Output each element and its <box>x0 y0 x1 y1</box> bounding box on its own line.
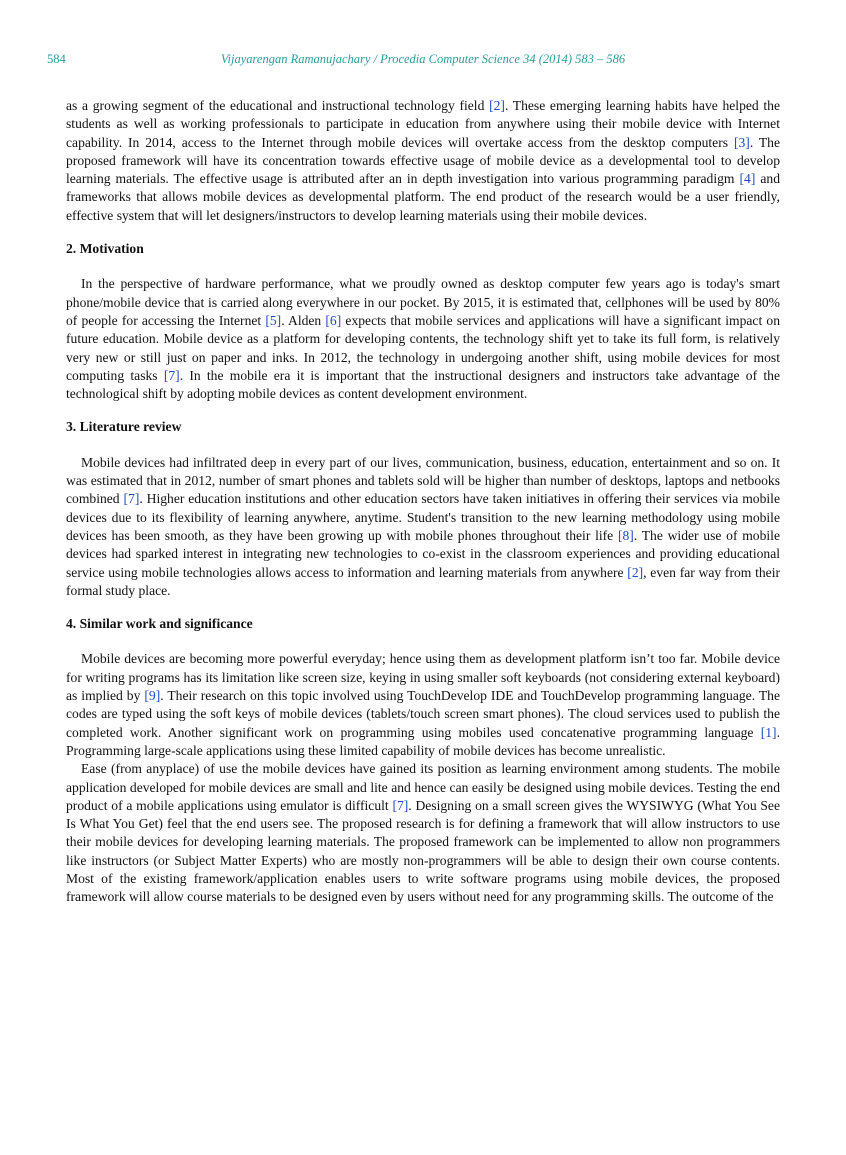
body-paragraph: Ease (from anyplace) of use the mobile devices have gained its position as learning environment among students. The mobile application developed for mobile devices are small and lite and hence can easily be designed using mobile devices. Testing the end product of a mobile applications using emulator is difficult [7]. Designing on a small screen gives the WYSIWYG (What You See Is What You Get) feel that the end users see. The proposed research is for defining a framework that will allow instructors to use their mobile devices for developing learning materials. The proposed framework can be implemented to allow non programmers like instructors (or Subject Matter Experts) who are mostly non-programmers will be able to design their own course contents. Most of the existing framework/application enables users to write software programs using mobile devices, the proposed framework will allow course materials to be designed even by users without need for any programming skills. The outcome of the <box>66 761 780 905</box>
citation-link[interactable]: [7] <box>123 491 140 507</box>
citation-link[interactable]: [2] <box>489 98 505 113</box>
citation-link[interactable]: [5] <box>265 312 282 328</box>
citation-link[interactable]: [2] <box>627 564 644 580</box>
citation-link[interactable]: [4] <box>739 171 756 187</box>
citation-link[interactable]: [9] <box>144 688 161 704</box>
section-heading: 2. Motivation <box>66 241 144 257</box>
citation-link[interactable]: [7] <box>163 367 180 383</box>
running-header <box>0 52 846 70</box>
body-paragraph: In the perspective of hardware performance, what we proudly owned as desktop computer few years ago is today's smart phone/mobile device that is carried along everywhere in our pocket. By 2015, it is estimated that, cellphones will be used by 80% of people for accessing the Internet [5]. Alden [6] expects that mobile services and applications will have a significant impact on future education. Mobile device as a platform for developing contents, the technology shift yet to take its full form, is relatively very new or still just on paper and inks. In 2012, the technology in undergoing another shift, using mobile devices for most computing tasks [7]. In the mobile era it is important that the instructional designers and instructors take advantage of the technological shift by adopting mobile devices as content development environment. <box>66 276 780 402</box>
body-paragraph: Mobile devices had infiltrated deep in every part of our lives, communication, business, education, entertainment and so on. It was estimated that in 2012, number of smart phones and tablets sold will be higher than number of desktops, laptops and netbooks combined [7]. Higher education institutions and other education sectors have taken initiatives in offering their services via mobile devices due to its flexibility of learning anywhere, anytime. Student's transition to the new learning methodology using mobile devices has been smooth, as they have been growing up with mobile phones throughout their life [8]. The wider use of mobile devices had sparked interest in integrating new technologies to co-exist in the classroom experiences and providing educational service using mobile technologies allows access to information and learning materials from anywhere [2], even far way from their formal study place. <box>66 454 781 598</box>
citation-link[interactable]: [7] <box>392 797 409 813</box>
body-paragraph: as a growing segment of the educational and instructional technology field [2]. These emerging learning habits have helped the students as well as working professionals to participate in education from anywhere using their mobile device with Internet capability. In 2014, access to the Internet through mobile devices will overtake access from the desktop computers [3]. The proposed framework will have its concentration towards effective usage of mobile device as a developmental tool to develop learning materials. The effective usage is attributed after an in depth investigation into various programming paradigm [4] and frameworks that allows mobile devices as developmental platform. The end product of the research would be a user friendly, effective system that will let designers/instructors to develop learning materials using their mobile devices. <box>66 98 781 223</box>
section-heading: 4. Similar work and significance <box>66 616 253 632</box>
citation-link[interactable]: [1] <box>760 724 777 740</box>
body-paragraph: Mobile devices are becoming more powerful everyday; hence using them as development platform isn’t too far. Mobile device for writing programs has its limitation like screen size, keying in using smaller soft keyboards (not considering external keyboard) as implied by [9]. Their research on this topic involved using TouchDevelop IDE and TouchDevelop programming language. The codes are typed using the soft keys of mobile devices (tablets/touch screen smart phones). The cloud services used to publish the completed work. Another significant work on programming using mobiles used concatenative programming language [1]. Programming large-scale applications using these limited capability of mobile devices has become unrealistic. <box>66 651 780 758</box>
page-number: 584 <box>47 52 66 66</box>
section-heading: 3. Literature review <box>66 419 182 435</box>
citation-link[interactable]: [8] <box>617 527 634 543</box>
running-head: Vijayarengan Ramanujachary / Procedia Computer Science 34 (2014) 583 – 586 <box>220 52 626 66</box>
article-body <box>66 97 780 907</box>
citation-link[interactable]: [3] <box>733 134 750 150</box>
citation-link[interactable]: [6] <box>325 312 342 328</box>
